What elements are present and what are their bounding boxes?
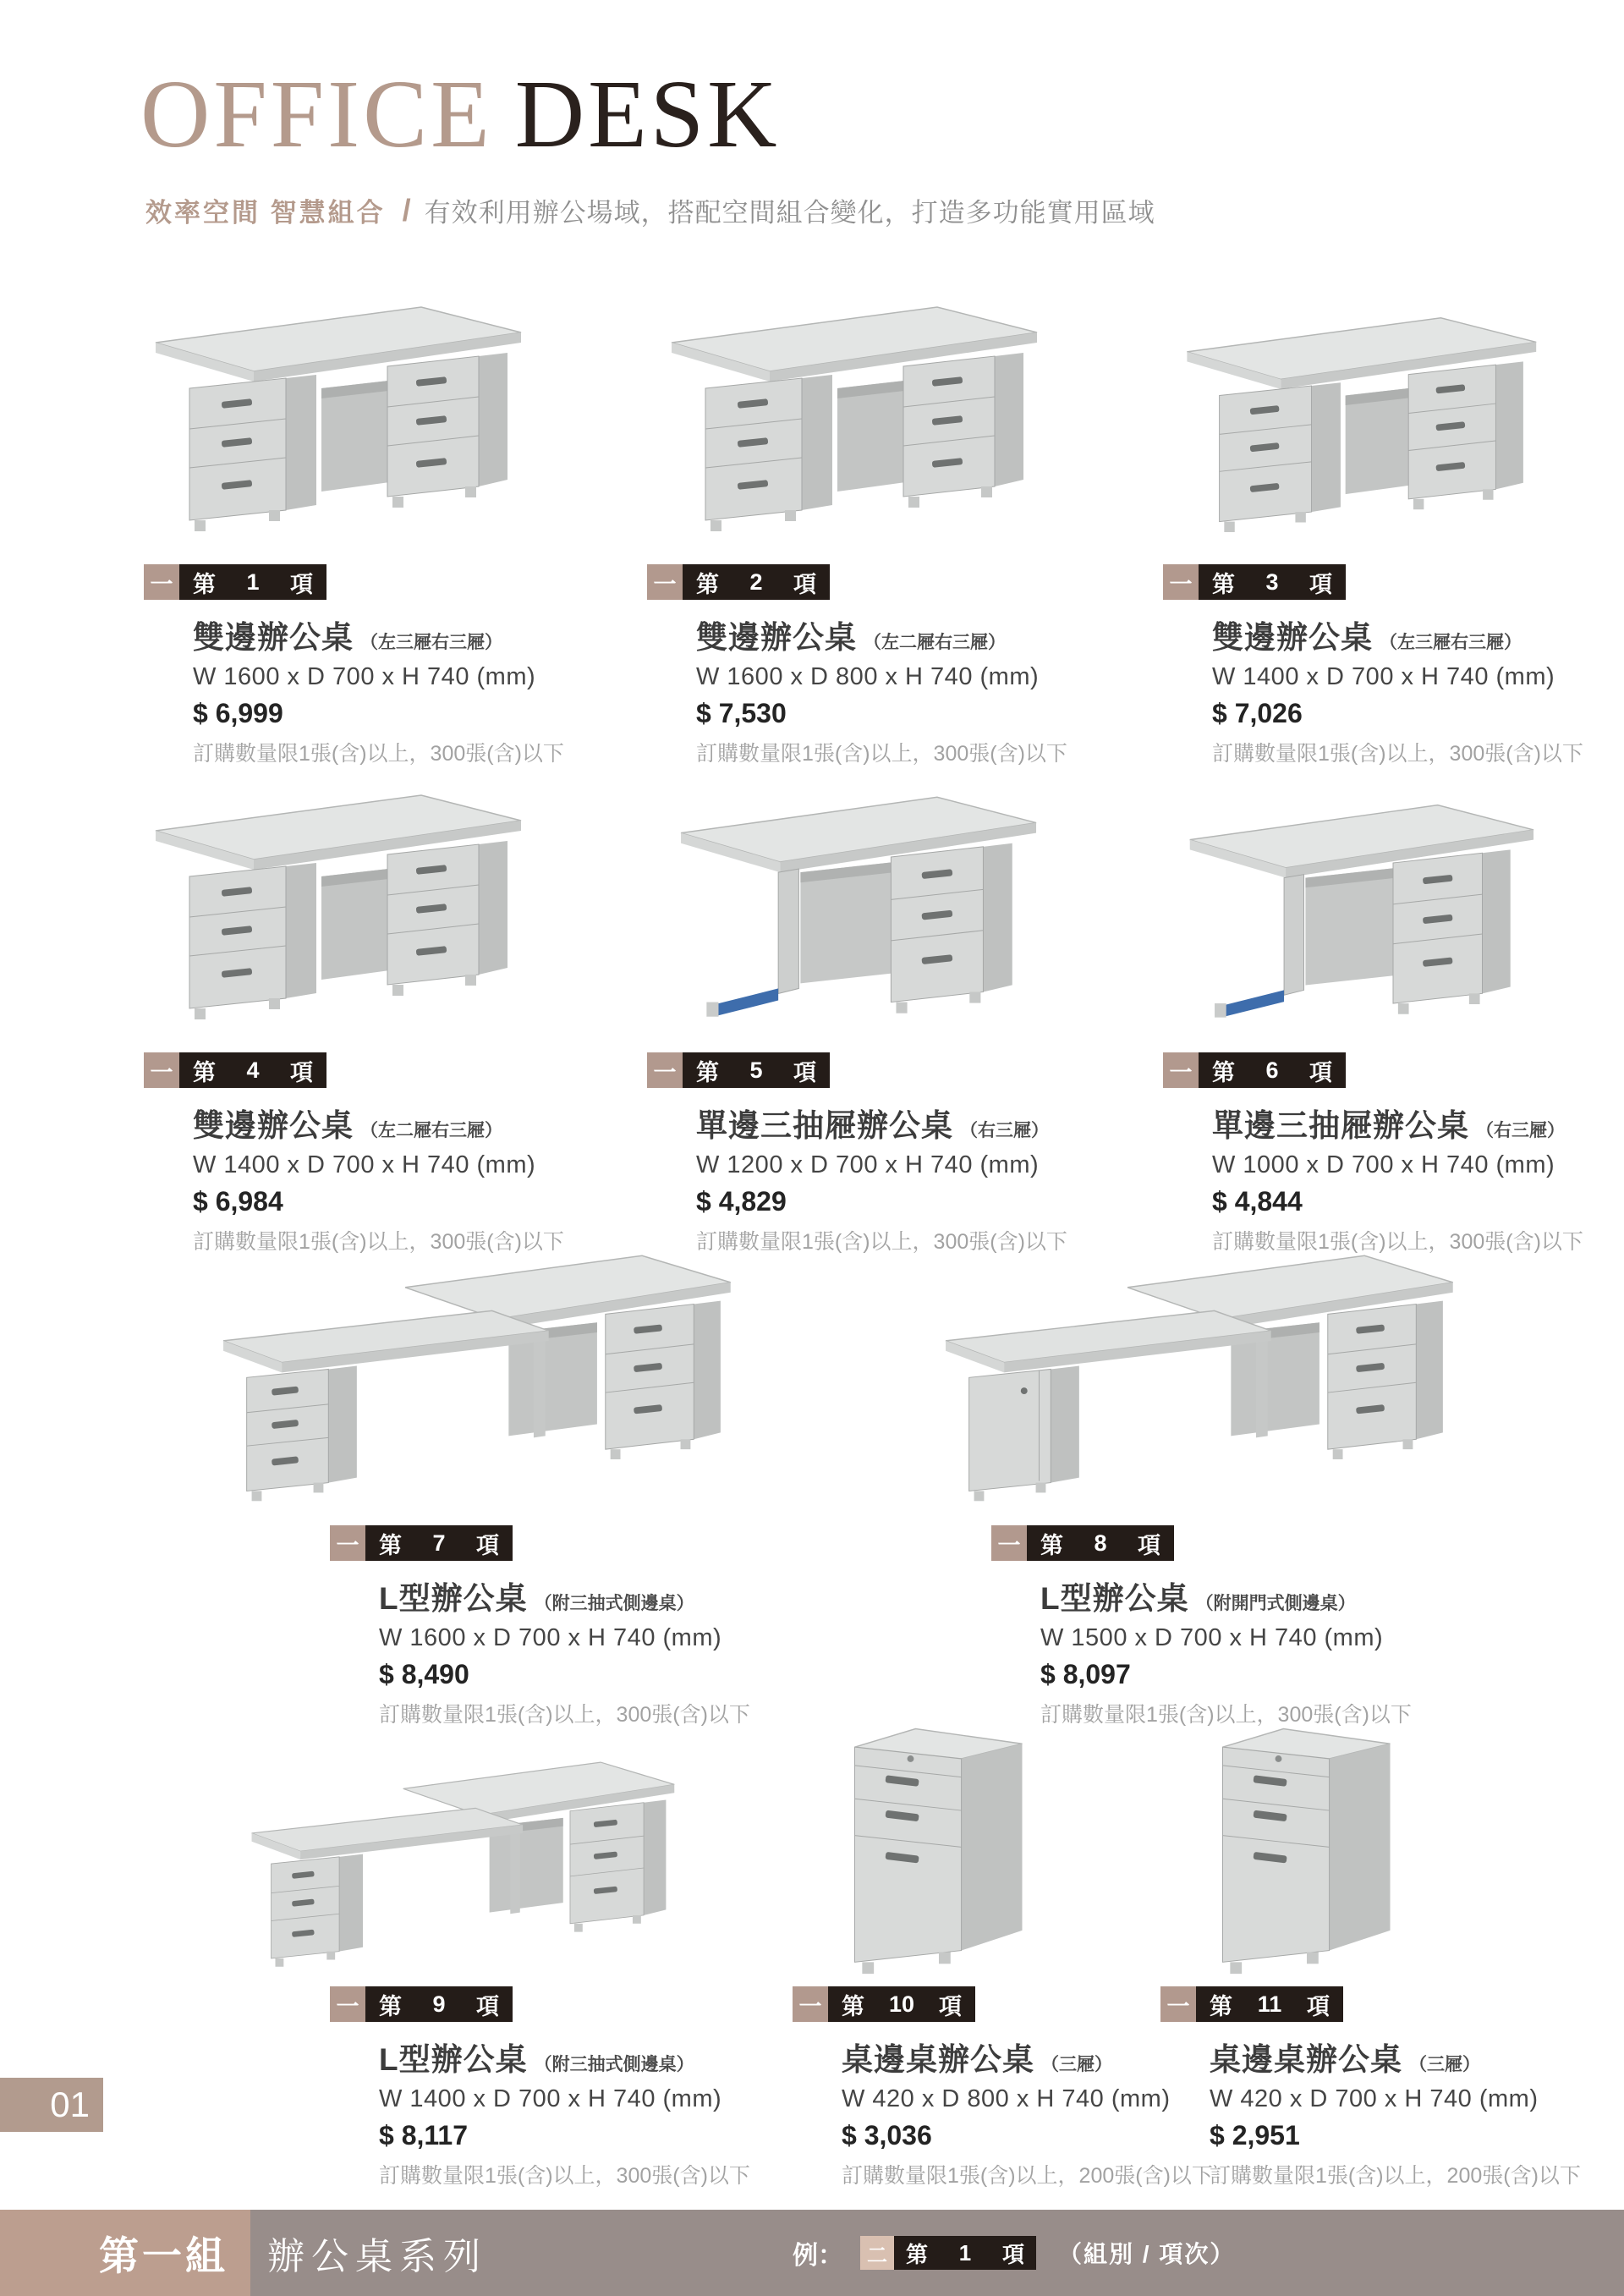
product-card: [1163, 283, 1624, 766]
footer-series-label: 辦公桌系列: [267, 2236, 487, 2277]
product-card: [211, 1727, 750, 2201]
product-dimensions: W 1600 x D 700 x H 740 (mm): [379, 1624, 722, 1651]
product-name-row: [1160, 2034, 1581, 2079]
product-info: [991, 1525, 1412, 1728]
item-label-prefix: 第: [1040, 1532, 1063, 1558]
item-number-label: [330, 1525, 750, 1561]
product-dimensions: W 1400 x D 700 x H 740 (mm): [193, 1151, 536, 1178]
item-label-box: [1199, 564, 1346, 600]
group-numeral-icon: [330, 1986, 365, 2022]
order-quantity-note: 訂購數量限1張(含)以上，300張(含)以下: [193, 1230, 564, 1254]
product-name: 桌邊桌辦公桌: [1210, 2042, 1402, 2077]
group-numeral: 一: [798, 1993, 822, 2019]
item-label-box: [683, 564, 830, 600]
product-name-row: [991, 1573, 1412, 1618]
product-name-row: [144, 1100, 564, 1145]
group-numeral-icon: [1163, 564, 1199, 600]
product-price: $ 2,951: [1210, 2120, 1300, 2150]
product-dimensions: W 1400 x D 700 x H 740 (mm): [1212, 663, 1555, 690]
footer-example-number: 1: [958, 2239, 972, 2266]
item-label-prefix: 第: [379, 1993, 402, 2019]
l-shaped-desk-illustration: [203, 1214, 736, 1519]
footer-example-group-icon: [860, 2236, 894, 2270]
product-variant: （附三抽式側邊桌）: [534, 2055, 694, 2074]
item-label-box: [365, 1986, 513, 2022]
product-card: [1160, 1702, 1624, 2188]
page-number: 01: [50, 2085, 90, 2124]
group-numeral-icon: [991, 1525, 1027, 1561]
item-label-prefix: 第: [696, 571, 719, 597]
product-name: 雙邊辦公桌: [696, 620, 857, 655]
order-quantity-note: 訂購數量限1張(含)以上，200張(含)以下: [842, 2164, 1213, 2188]
footer-example-label: 例：: [793, 2242, 843, 2270]
product-dimensions: W 1500 x D 700 x H 740 (mm): [1040, 1624, 1384, 1651]
group-numeral: 一: [653, 571, 677, 597]
product-name-row: [1163, 612, 1583, 657]
product-price: $ 8,490: [379, 1659, 469, 1689]
footer-example-item-box: [894, 2236, 1036, 2270]
product-name: 桌邊桌辦公桌: [842, 2042, 1034, 2077]
product-name: 雙邊辦公桌: [193, 1108, 354, 1143]
product-variant: （附三抽式側邊桌）: [534, 1594, 694, 1613]
product-info: [793, 1986, 1213, 2189]
item-number-label: [330, 1986, 750, 2022]
item-label-box: [1027, 1525, 1174, 1561]
page-subtitle: [145, 191, 1155, 229]
footer-example-group-numeral: 二: [867, 2244, 887, 2267]
double-pedestal-desk-illustration: [144, 283, 524, 550]
item-label-suffix: 項: [1138, 1532, 1160, 1558]
product-name-row: [647, 612, 1067, 657]
product-name: 雙邊辦公桌: [1212, 620, 1373, 655]
product-info: [144, 564, 564, 767]
page-number-tab: [0, 2078, 103, 2132]
product-variant: （右三屜）: [960, 1121, 1049, 1140]
group-numeral: 一: [1169, 1059, 1193, 1085]
order-quantity-note: 訂購數量限1張(含)以上，300張(含)以下: [193, 742, 564, 766]
footer-bar: [0, 2210, 1624, 2296]
product-dimensions: W 1000 x D 700 x H 740 (mm): [1212, 1151, 1555, 1178]
item-number-label: [991, 1525, 1412, 1561]
side-cabinet-illustration: [833, 1702, 1043, 1981]
item-label-prefix: 第: [379, 1532, 402, 1558]
product-price: $ 4,829: [696, 1186, 787, 1217]
product-price: $ 8,097: [1040, 1659, 1131, 1689]
l-shaped-desk-illustration: [228, 1727, 685, 1981]
item-label-suffix: 項: [793, 571, 816, 597]
item-label-suffix: 項: [476, 1993, 499, 2019]
single-pedestal-desk-illustration: [668, 772, 1040, 1041]
group-numeral: 一: [336, 1993, 359, 2019]
product-price: $ 6,984: [193, 1186, 283, 1217]
item-number-label: [1163, 564, 1583, 600]
product-info: [330, 1986, 750, 2189]
product-price: $ 7,026: [1212, 698, 1303, 728]
group-numeral: 一: [150, 571, 173, 597]
product-variant: （附開門式側邊桌）: [1195, 1594, 1356, 1613]
item-label-prefix: 第: [1212, 1059, 1235, 1085]
item-label-prefix: 第: [1210, 1993, 1232, 2019]
item-label-prefix: 第: [696, 1059, 719, 1085]
product-dimensions: W 1200 x D 700 x H 740 (mm): [696, 1151, 1040, 1178]
group-numeral-icon: [793, 1986, 828, 2022]
order-quantity-note: 訂購數量限1張(含)以上，300張(含)以下: [1212, 1230, 1583, 1254]
product-info: [647, 564, 1067, 767]
product-card: [1163, 772, 1624, 1254]
item-label-suffix: 項: [793, 1059, 816, 1085]
item-label-suffix: 項: [938, 1993, 962, 2019]
item-label-number: 9: [432, 1991, 446, 2017]
item-label-suffix: 項: [290, 571, 313, 597]
order-quantity-note: 訂購數量限1張(含)以上，300張(含)以下: [1212, 742, 1583, 766]
page-title-rest: DESK: [514, 60, 781, 168]
double-pedestal-desk-illustration: [1176, 290, 1539, 550]
footer-example-note: （組別 / 項次）: [1058, 2241, 1236, 2267]
product-name-row: [330, 2034, 750, 2079]
product-dimensions: W 1400 x D 700 x H 740 (mm): [379, 2085, 722, 2112]
order-quantity-note: 訂購數量限1張(含)以上，300張(含)以下: [1040, 1703, 1412, 1727]
group-numeral: 一: [997, 1532, 1021, 1558]
single-pedestal-desk-illustration: [1180, 772, 1535, 1041]
group-numeral-icon: [330, 1525, 365, 1561]
product-card: [647, 283, 1121, 766]
product-variant: （右三屜）: [1476, 1121, 1565, 1140]
group-numeral-icon: [1160, 1986, 1196, 2022]
item-label-number: 3: [1265, 569, 1279, 595]
group-numeral: 一: [336, 1532, 359, 1558]
item-label-number: 6: [1265, 1057, 1279, 1083]
product-info: [1163, 564, 1583, 767]
group-numeral-icon: [1163, 1052, 1199, 1088]
item-number-label: [647, 1052, 1067, 1088]
group-numeral-icon: [647, 564, 683, 600]
item-label-box: [828, 1986, 975, 2022]
group-numeral: 一: [1166, 1993, 1190, 2019]
footer-example-suffix: 項: [1001, 2241, 1024, 2267]
product-dimensions: W 1600 x D 800 x H 740 (mm): [696, 663, 1040, 690]
item-label-number: 8: [1094, 1530, 1107, 1556]
product-variant: （三屜）: [1041, 2055, 1112, 2074]
order-quantity-note: 訂購數量限1張(含)以上，300張(含)以下: [696, 742, 1067, 766]
double-pedestal-desk-illustration: [144, 772, 524, 1038]
product-dimensions: W 420 x D 700 x H 740 (mm): [1210, 2085, 1539, 2112]
item-label-prefix: 第: [193, 571, 216, 597]
product-price: $ 7,530: [696, 698, 787, 728]
product-name: 單邊三抽屜辦公桌: [696, 1108, 953, 1143]
item-label-suffix: 項: [290, 1059, 313, 1085]
item-number-label: [1160, 1986, 1581, 2022]
product-variant: （左三屜右三屜）: [1380, 633, 1522, 652]
item-label-number: 7: [432, 1530, 446, 1556]
order-quantity-note: 訂購數量限1張(含)以上，200張(含)以下: [1210, 2164, 1581, 2188]
item-label-prefix: 第: [842, 1993, 864, 2019]
product-name: 雙邊辦公桌: [193, 620, 354, 655]
item-label-number: 5: [749, 1057, 763, 1083]
product-variant: （左二屜右三屜）: [864, 633, 1006, 652]
order-quantity-note: 訂購數量限1張(含)以上，300張(含)以下: [379, 2164, 750, 2188]
subtitle-text: 有效利用辦公場域，搭配空間組合變化，打造多功能實用區域: [424, 198, 1155, 228]
product-variant: （三屜）: [1409, 2055, 1480, 2074]
item-label-number: 4: [246, 1057, 260, 1083]
side-cabinet-illustration: [1201, 1702, 1411, 1981]
product-price: $ 3,036: [842, 2120, 932, 2150]
item-label-number: 11: [1257, 1991, 1282, 2017]
item-label-suffix: 項: [1309, 1059, 1332, 1085]
item-label-number: 2: [749, 569, 763, 595]
double-pedestal-desk-illustration: [660, 283, 1040, 550]
group-numeral: 一: [653, 1059, 677, 1085]
item-label-prefix: 第: [193, 1059, 216, 1085]
product-card: [647, 772, 1121, 1254]
item-label-number: 1: [246, 569, 260, 595]
product-info: [1160, 1986, 1581, 2189]
product-name-row: [1163, 1100, 1583, 1145]
group-numeral-icon: [144, 564, 179, 600]
product-name: L型辦公桌: [1040, 1581, 1189, 1616]
item-number-label: [793, 1986, 1213, 2022]
subtitle-accent: 效率空間 智慧組合: [145, 198, 386, 228]
product-name-row: [647, 1100, 1067, 1145]
item-label-suffix: 項: [1306, 1993, 1330, 2019]
order-quantity-note: 訂購數量限1張(含)以上，300張(含)以下: [696, 1230, 1067, 1254]
item-label-box: [1196, 1986, 1343, 2022]
item-label-suffix: 項: [476, 1532, 499, 1558]
product-variant: （左三屜右三屜）: [360, 633, 502, 652]
item-label-suffix: 項: [1309, 571, 1332, 597]
group-numeral: 一: [1169, 571, 1193, 597]
product-name-row: [793, 2034, 1213, 2079]
group-numeral: 一: [150, 1059, 173, 1085]
subtitle-separator: /: [402, 192, 411, 228]
product-name: 單邊三抽屜辦公桌: [1212, 1108, 1469, 1143]
item-label-number: 10: [888, 1991, 915, 2017]
product-name-row: [144, 612, 564, 657]
footer-example: [793, 2234, 1235, 2271]
footer-example-prefix: 第: [906, 2241, 929, 2267]
item-label-box: [179, 564, 326, 600]
product-card: [144, 283, 617, 766]
product-name: L型辦公桌: [379, 1581, 528, 1616]
product-dimensions: W 1600 x D 700 x H 740 (mm): [193, 663, 536, 690]
product-variant: （左二屜右三屜）: [360, 1121, 502, 1140]
footer-group-label: 第一組: [0, 2210, 250, 2296]
item-label-box: [365, 1525, 513, 1561]
product-card: [144, 772, 617, 1254]
product-info: [330, 1525, 750, 1728]
order-quantity-note: 訂購數量限1張(含)以上，300張(含)以下: [379, 1703, 750, 1727]
item-label-prefix: 第: [1212, 571, 1235, 597]
product-name: L型辦公桌: [379, 2042, 528, 2077]
page-title: [140, 61, 780, 167]
product-price: $ 6,999: [193, 698, 283, 728]
item-label-box: [1199, 1052, 1346, 1088]
l-shaped-desk-with-door-cabinet-illustration: [925, 1214, 1458, 1519]
product-card: [203, 1214, 750, 1727]
item-number-label: [1163, 1052, 1583, 1088]
group-numeral-icon: [647, 1052, 683, 1088]
product-dimensions: W 420 x D 800 x H 740 (mm): [842, 2085, 1171, 2112]
product-price: $ 8,117: [379, 2120, 468, 2150]
product-card: [864, 1214, 1412, 1727]
product-name-row: [330, 1573, 750, 1618]
item-label-box: [179, 1052, 326, 1088]
item-number-label: [144, 1052, 564, 1088]
page-title-accent: OFFICE: [140, 60, 493, 168]
item-number-label: [144, 564, 564, 600]
item-number-label: [647, 564, 1067, 600]
product-price: $ 4,844: [1212, 1186, 1303, 1217]
group-numeral-icon: [144, 1052, 179, 1088]
item-label-box: [683, 1052, 830, 1088]
